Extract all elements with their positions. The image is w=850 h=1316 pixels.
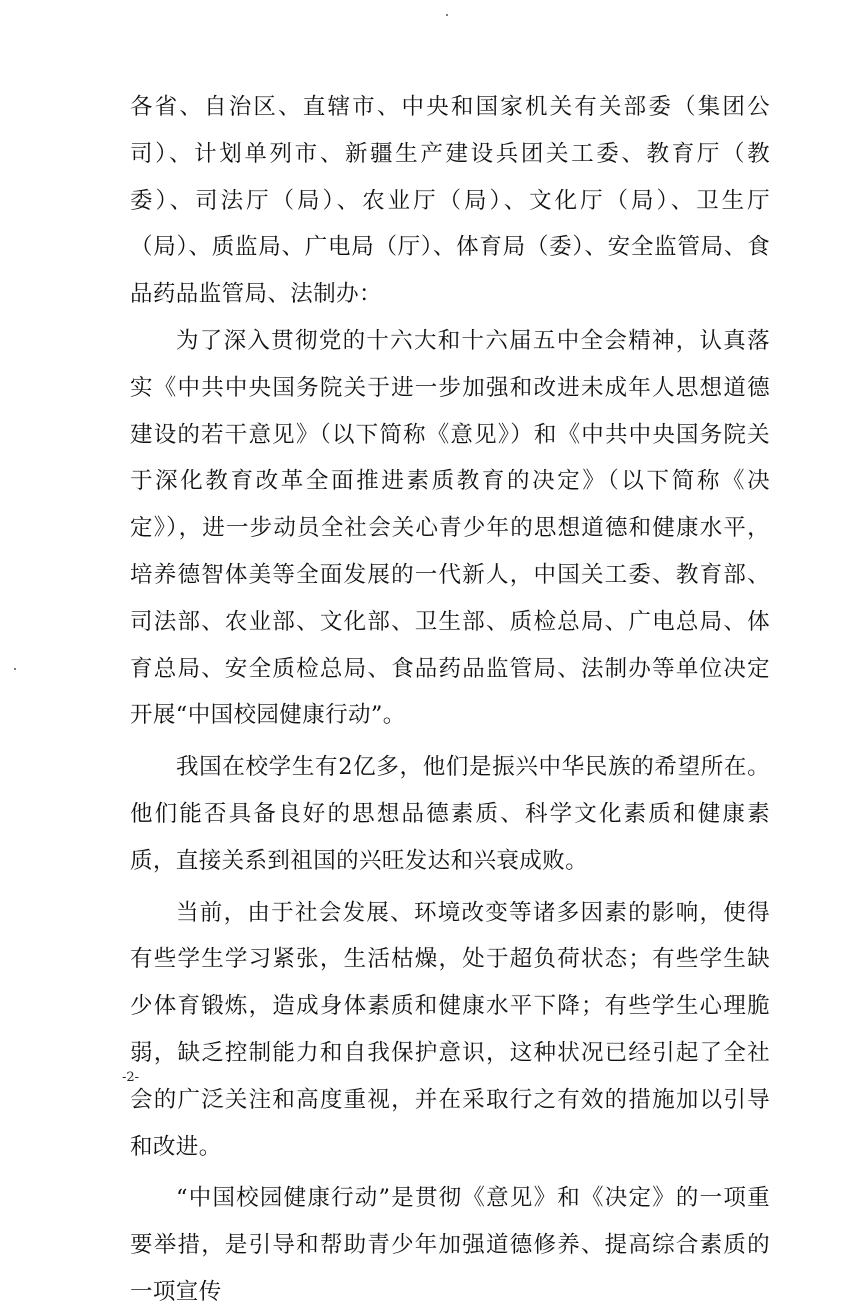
body-paragraph: 当前，由于社会发展、环境改变等诸多因素的影响，使得有些学生学习紧张，生活枯燥，处于超负荷状态；有些学生缺少体育锻炼，造成身体素质和健康水平下降；有些学生心理脆弱，缺乏控制能力和自我保护意识，这种状况已经引起了全社会的广泛关注和高度重视，并在采取行之有效的措施加以引导和改进。 [130, 899, 770, 1160]
body-paragraph: 我国在校学生有2亿多，他们是振兴中华民族的希望所在。他们能否具备良好的思想品德素质、科学文化素质和健康素质，直接关系到祖国的兴旺发达和兴衰成败。 [130, 754, 770, 874]
body-paragraph: 为了深入贯彻党的十六大和十六届五中全会精神，认真落实《中共中央国务院关于进一步加强和改进未成年人思想道德建设的若干意见》（以下简称《意见》）和《中共中央国务院关于深化教育改革全面推进素质教育的决定》（以下简称《决定》），进一步动员全社会关心青少年的思想道德和健康水平，培养德智体美等全面发展的一代新人，中国关工委、教育部、司法部、农业部、文化部、卫生部、质检总局、广电总局、体育总局、安全质检总局、食品药品监管局、法制办等单位决定开展“中国校园健康行动”。 [130, 327, 770, 729]
salutation-paragraph: 各省、自治区、直辖市、中央和国家机关有关部委（集团公司）、计划单列市、新疆生产建设兵团关工委、教育厅（教委）、司法厅（局）、农业厅（局）、文化厅（局）、卫生厅（局）、质监局、广电局（厅）、体育局（委）、安全监管局、食品药品监管局、法制办： [130, 94, 770, 308]
page-number: -2- [122, 1070, 140, 1085]
scan-speck [14, 668, 16, 670]
body-paragraph: “中国校园健康行动”是贯彻《意见》和《决定》的一项重要举措，是引导和帮助青少年加强道德修养、提高综合素质的一项宣传 [130, 1185, 770, 1305]
document-body [130, 84, 770, 1316]
scan-speck [446, 14, 448, 16]
